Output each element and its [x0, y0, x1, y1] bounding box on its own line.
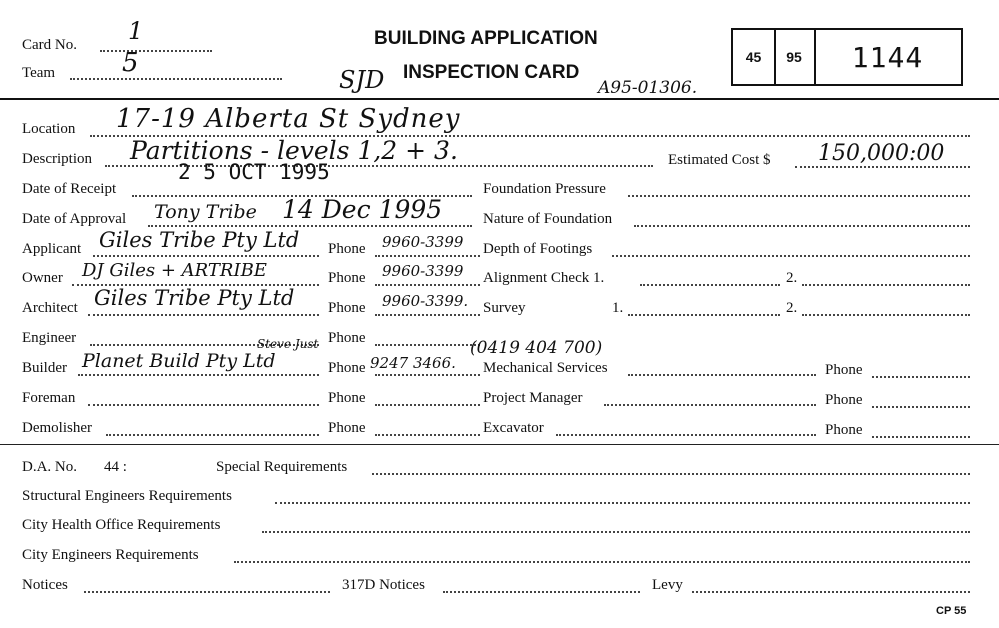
demolisher-dots [106, 434, 319, 436]
applicant-dots [93, 255, 319, 257]
levy-dots [692, 591, 970, 593]
project-manager-phone-dots [872, 406, 970, 408]
foreman-phone-label: Phone [328, 390, 366, 406]
applicant-phone-value: 9960-3399 [382, 233, 464, 251]
applicant-value: Giles Tribe Pty Ltd [99, 228, 300, 252]
engineer-phone-label: Phone [328, 330, 366, 346]
team-value: 5 [122, 48, 139, 78]
project-manager-dots [604, 404, 816, 406]
da-no-value: 44 : [104, 459, 127, 475]
levy-label: Levy [652, 577, 683, 593]
title-building-application: BUILDING APPLICATION [374, 28, 598, 49]
description-value: Partitions - levels 1,2 + 3. [130, 136, 458, 165]
da-no-label: D.A. No. [22, 459, 77, 475]
location-value: 17-19 Alberta St Sydney [116, 104, 461, 134]
architect-value: Giles Tribe Pty Ltd [94, 286, 295, 310]
file-reference-handwritten: A95-01306. [598, 78, 698, 98]
builder-label: Builder [22, 360, 67, 376]
team-dots [70, 78, 282, 80]
nature-of-foundation-dots [634, 225, 970, 227]
mechanical-services-dots [628, 374, 816, 376]
team-label: Team [22, 65, 56, 81]
description-label: Description [22, 151, 92, 167]
survey-1-dots [628, 314, 780, 316]
date-of-receipt-label: Date of Receipt [22, 181, 117, 197]
excavator-label: Excavator [483, 420, 544, 436]
depth-of-footings-label: Depth of Footings [483, 241, 593, 257]
foreman-label: Foreman [22, 390, 76, 406]
approver-signature: Tony Tribe [154, 201, 257, 223]
card-number-box [731, 28, 963, 86]
project-manager-label: Project Manager [483, 390, 583, 406]
date-of-receipt-stamp: 2 5 OCT 1995 [178, 160, 330, 184]
engineer-phone-dots [375, 344, 480, 346]
builder-dots [78, 374, 319, 376]
owner-phone-dots [375, 284, 480, 286]
engineer-mobile: (0419 404 700) [470, 338, 603, 358]
demolisher-phone-dots [375, 434, 480, 436]
architect-label: Architect [22, 300, 78, 316]
foreman-phone-dots [375, 404, 480, 406]
alignment-check-2-label: 2. [786, 270, 798, 286]
special-requirements-dots [372, 473, 970, 475]
form-code: CP 55 [936, 605, 967, 617]
survey-label: Survey [483, 300, 526, 316]
owner-phone-value: 9960-3399 [382, 262, 464, 280]
card-number: 1144 [851, 40, 924, 74]
header-rule [0, 98, 999, 100]
survey-1-label: 1. [612, 300, 624, 316]
alignment-check-2-dots [802, 284, 970, 286]
architect-phone-label: Phone [328, 300, 366, 316]
middle-rule [0, 444, 999, 445]
alignment-check-label: Alignment Check 1. [483, 270, 605, 286]
engineer-label: Engineer [22, 330, 77, 346]
depth-of-footings-dots [612, 255, 970, 257]
survey-2-dots [802, 314, 970, 316]
mechanical-services-phone-dots [872, 376, 970, 378]
city-health-dots [262, 531, 970, 533]
box-cell-2: 95 [774, 30, 816, 84]
date-of-approval-dots [148, 225, 472, 227]
excavator-phone-label: Phone [825, 422, 863, 438]
structural-engineers-label: Structural Engineers Requirements [22, 488, 232, 504]
builder-phone-label: Phone [328, 360, 366, 376]
architect-phone-dots [375, 314, 480, 316]
project-manager-phone-label: Phone [825, 392, 863, 408]
date-of-approval-label: Date of Approval [22, 211, 127, 227]
builder-value: Planet Build Pty Ltd [82, 350, 276, 372]
special-requirements-label: Special Requirements [216, 459, 348, 475]
nature-of-foundation-label: Nature of Foundation [483, 211, 613, 227]
estimated-cost-dots [795, 166, 970, 168]
applicant-phone-label: Phone [328, 241, 366, 257]
owner-value: DJ Giles + ARTRIBE [82, 260, 267, 281]
foundation-pressure-dots [628, 195, 970, 197]
box-cell-1: 45 [733, 30, 776, 84]
applicant-label: Applicant [22, 241, 82, 257]
demolisher-label: Demolisher [22, 420, 92, 436]
estimated-cost-label: Estimated Cost $ [668, 152, 771, 168]
card-no-label: Card No. [22, 37, 77, 53]
estimated-cost-value: 150,000:00 [818, 141, 945, 166]
foreman-dots [88, 404, 319, 406]
survey-2-label: 2. [786, 300, 798, 316]
title-inspection-card: INSPECTION CARD [403, 62, 580, 83]
owner-label: Owner [22, 270, 63, 286]
initials-handwritten: SJD [339, 66, 385, 94]
date-of-approval-value: 14 Dec 1995 [282, 195, 443, 224]
architect-dots [88, 314, 319, 316]
city-engineers-label: City Engineers Requirements [22, 547, 199, 563]
demolisher-phone-label: Phone [328, 420, 366, 436]
city-health-label: City Health Office Requirements [22, 517, 221, 533]
notices-317d-dots [443, 591, 640, 593]
excavator-dots [556, 434, 816, 436]
builder-phone-value: 9247 3466. [370, 354, 456, 372]
notices-dots [84, 591, 330, 593]
city-engineers-dots [234, 561, 970, 563]
mechanical-services-phone-label: Phone [825, 362, 863, 378]
notices-317d-label: 317D Notices [342, 577, 425, 593]
structural-engineers-dots [275, 502, 970, 504]
card-no-value: 1 [128, 17, 144, 45]
applicant-phone-dots [375, 255, 480, 257]
card-no-dots [100, 50, 212, 52]
location-label: Location [22, 121, 76, 137]
excavator-phone-dots [872, 436, 970, 438]
mechanical-services-label: Mechanical Services [483, 360, 608, 376]
alignment-check-1-dots [640, 284, 780, 286]
owner-phone-label: Phone [328, 270, 366, 286]
engineer-contact: Steve Just [257, 337, 319, 351]
foundation-pressure-label: Foundation Pressure [483, 181, 606, 197]
notices-label: Notices [22, 577, 68, 593]
builder-phone-dots [375, 374, 480, 376]
architect-phone-value: 9960-3399. [382, 292, 469, 310]
